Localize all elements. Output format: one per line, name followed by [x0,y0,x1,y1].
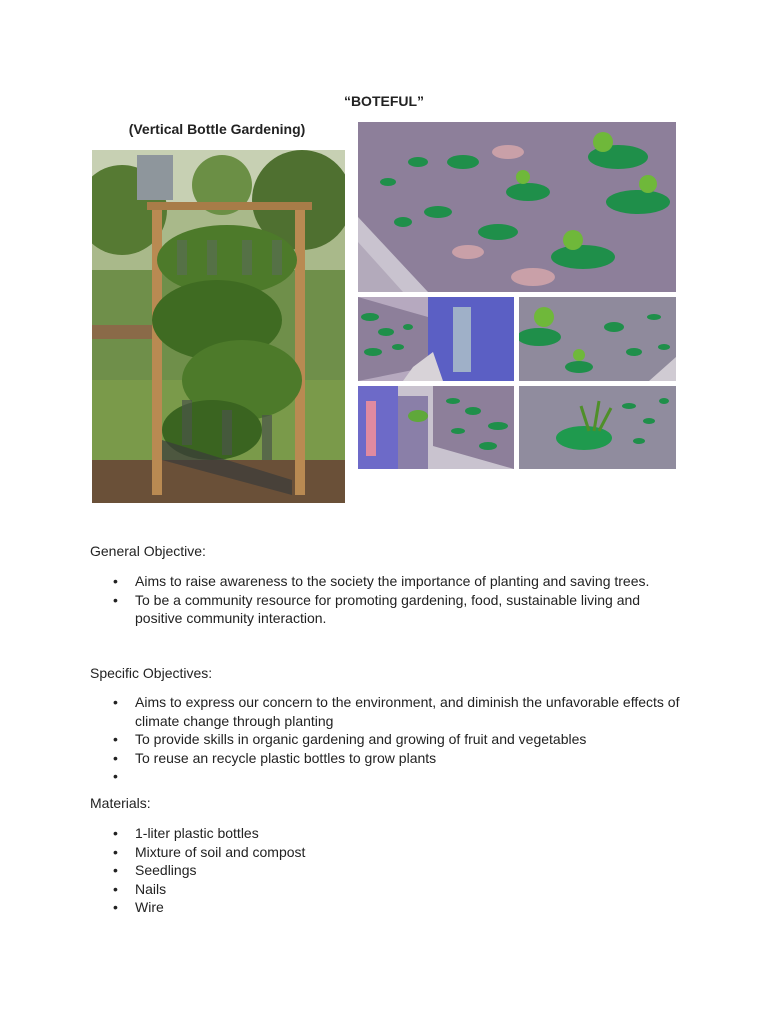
materials-heading: Materials: [90,795,151,811]
list-item [90,767,690,786]
general-objective-heading: General Objective: [90,543,206,559]
list-item: • Seedlings [90,861,690,880]
corridor-bottle-wall-photo [358,297,514,381]
specific-objectives-heading: Specific Objectives: [90,665,213,681]
corridor-bottle-wall-2-photo [358,386,514,469]
document-title: “BOTEFUL” [343,93,425,109]
list-item: • 1-liter plastic bottles [90,824,690,843]
list-item: • Mixture of soil and compost [90,843,690,862]
purple-wall-bottle-planters-photo [358,122,676,292]
list-item: • To provide skills in organic gardening and growing of fruit and vegetables [90,730,690,749]
wooden-frame-bottle-garden-photo [92,150,345,503]
list-item: • Nails [90,880,690,899]
list-item: • To be a community resource for promoting gardening, food, sustainable living and positive community interaction. [90,591,690,628]
list-item: • Aims to raise awareness to the society the importance of planting and saving trees. [90,572,690,591]
list-item: • Wire [90,898,690,917]
document-subtitle: (Vertical Bottle Gardening) [128,121,306,137]
general-objective-list [90,572,690,628]
list-item: • Aims to express our concern to the environment, and diminish the unfavorable effects of climate change through planting [90,693,690,730]
single-bottle-planter-photo [519,386,676,469]
materials-list [90,824,690,917]
bottle-planters-closeup-photo [519,297,676,381]
specific-objectives-list [90,693,690,786]
list-item: • To reuse an recycle plastic bottles to grow plants [90,749,690,768]
